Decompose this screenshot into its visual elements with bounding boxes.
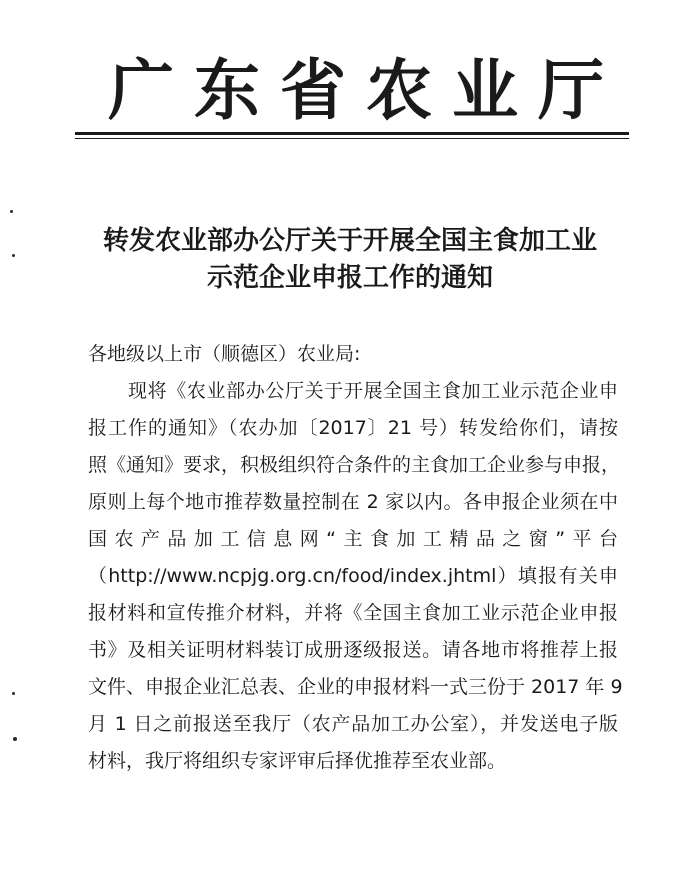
body-line: 照《通知》要求，积极组织符合条件的主食加工企业参与申报， [88, 454, 621, 476]
body-line: 报工作的通知》（农办加〔2017〕21 号）转发给你们，请按 [88, 417, 618, 439]
body-line: 书》及相关证明材料装订成册逐级报送。请各地市将推荐上报 [88, 639, 618, 661]
body-line: 原则上每个地市推荐数量控制在 2 家以内。各申报企业须在中 [88, 491, 618, 513]
body-line: 材料，我厅将组织专家评审后择优推荐至农业部。 [88, 750, 507, 772]
body-line: 文件、申报企业汇总表、企业的申报材料一式三份于 2017 年 9 [88, 676, 623, 698]
scan-mark [12, 254, 15, 257]
body-line: 国农产品加工信息网“主食加工精品之窗”平台 [88, 528, 618, 550]
body-line: 月 1 日之前报送至我厅（农产品加工办公室），并发送电子版 [88, 713, 618, 735]
body-line: （http://www.ncpjg.org.cn/food/index.jhtml）填报有关申 [88, 565, 618, 587]
scan-mark [12, 692, 15, 695]
scan-mark [13, 737, 17, 741]
letterhead-rule-thin [75, 138, 629, 139]
letterhead-title: 广东省农业厅 [108, 51, 624, 129]
salutation: 各地级以上市（顺德区）农业局: [88, 343, 361, 365]
body-line: 现将《农业部办公厅关于开展全国主食加工业示范企业申 [128, 380, 618, 402]
letterhead-rule-thick [75, 132, 629, 135]
body-line: 报材料和宣传推介材料，并将《全国主食加工业示范企业申报 [88, 602, 618, 624]
notice-title-line-2: 示范企业申报工作的通知 [206, 263, 493, 293]
scan-mark [10, 210, 13, 213]
notice-title-line-1: 转发农业部办公厅关于开展全国主食加工业 [102, 226, 597, 256]
